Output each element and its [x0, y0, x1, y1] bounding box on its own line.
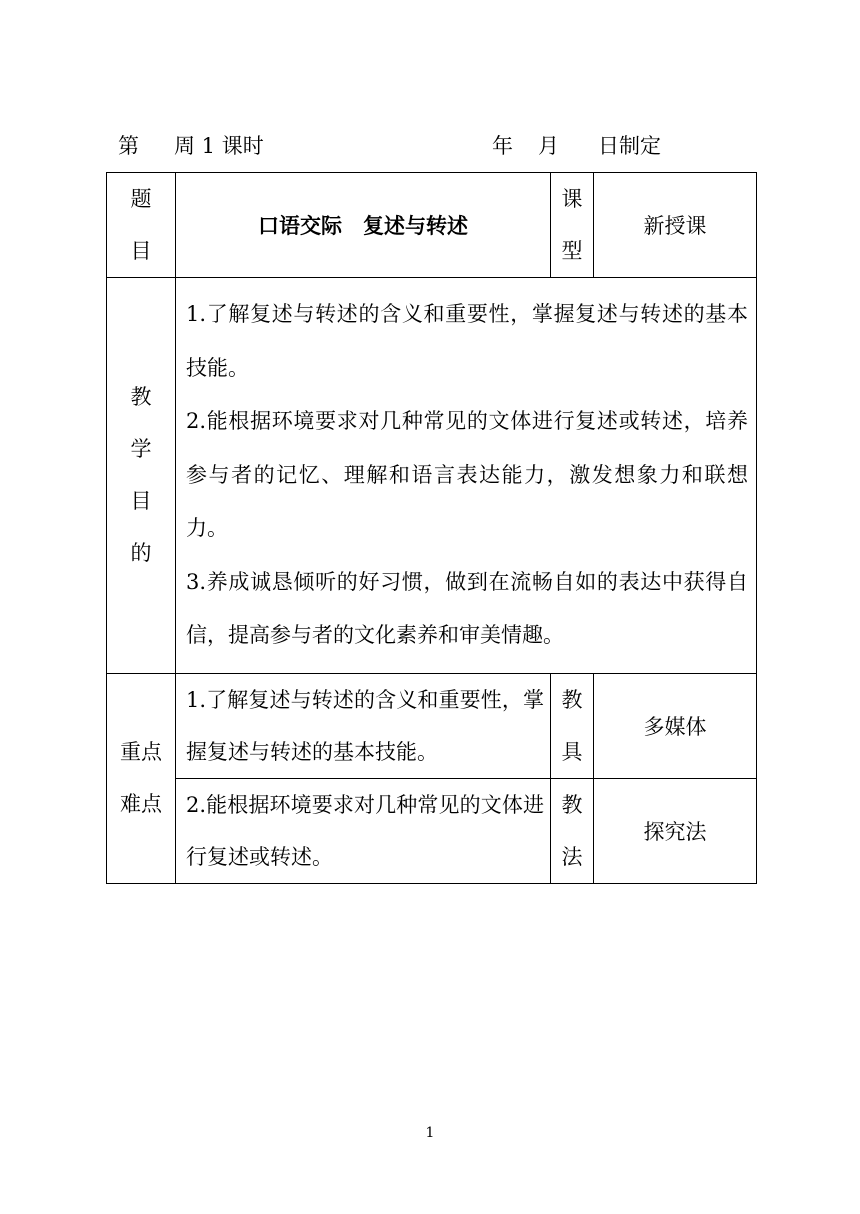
tools-label-char: 教: [561, 687, 583, 712]
method-value: 探究法: [594, 778, 757, 883]
method-label-cell: [551, 778, 594, 883]
lesson-plan-table: [106, 172, 757, 884]
keypoint-item: 1.了解复述与转述的含义和重要性，掌握复述与转述的基本技能。: [186, 687, 544, 764]
type-label-char: 型: [561, 239, 583, 263]
tools-label-char: 具: [561, 739, 583, 764]
week-period-label: 周 1 课时: [174, 134, 264, 158]
objectives-label-char: 目: [130, 489, 152, 514]
date-made-label: 日制定: [598, 134, 661, 158]
objective-item: 1.了解复述与转述的含义和重要性，掌握复述与转述的基本技能。: [186, 302, 748, 380]
objectives-label-cell: [107, 278, 176, 674]
keypoints-label-line: 难点: [120, 792, 162, 816]
keypoint-cell-1: [176, 673, 551, 778]
tools-value: 多媒体: [594, 673, 757, 778]
keypoints-label-line: 重点: [120, 740, 162, 764]
method-label-char: 教: [561, 792, 583, 817]
page-number: 1: [425, 1125, 435, 1141]
topic-label-char: 目: [130, 239, 152, 263]
objectives-label-char: 教: [130, 385, 152, 410]
topic-value: 口语交际 复述与转述: [176, 173, 551, 278]
week-prefix: 第: [118, 134, 139, 158]
objectives-content: [176, 278, 757, 674]
objective-item: 3.养成诚恳倾听的好习惯，做到在流畅自如的表达中获得自信，提高参与者的文化素养和审美情趣。: [186, 569, 748, 647]
topic-label-cell: [107, 173, 176, 278]
month-label: 月: [538, 134, 559, 158]
lesson-header: [118, 130, 758, 160]
type-label-cell: [551, 173, 594, 278]
keypoints-row-2: [107, 778, 757, 883]
keypoint-cell-2: [176, 778, 551, 883]
objectives-label-char: 的: [130, 541, 152, 566]
type-label-char: 课: [561, 187, 583, 211]
type-value: 新授课: [594, 173, 757, 278]
keypoints-row-1: [107, 673, 757, 778]
tools-label-cell: [551, 673, 594, 778]
objectives-row: [107, 278, 757, 674]
method-label-char: 法: [561, 844, 583, 869]
topic-label-char: 题: [130, 187, 152, 211]
year-label: 年: [492, 134, 513, 158]
topic-row: [107, 173, 757, 278]
objectives-label-char: 学: [130, 437, 152, 462]
keypoints-label-cell: [107, 673, 176, 883]
objective-item: 2.能根据环境要求对几种常见的文体进行复述或转述，培养参与者的记忆、理解和语言表达能力，激发想象力和联想力。: [186, 409, 748, 540]
keypoint-item: 2.能根据环境要求对几种常见的文体进行复述或转述。: [186, 792, 544, 869]
